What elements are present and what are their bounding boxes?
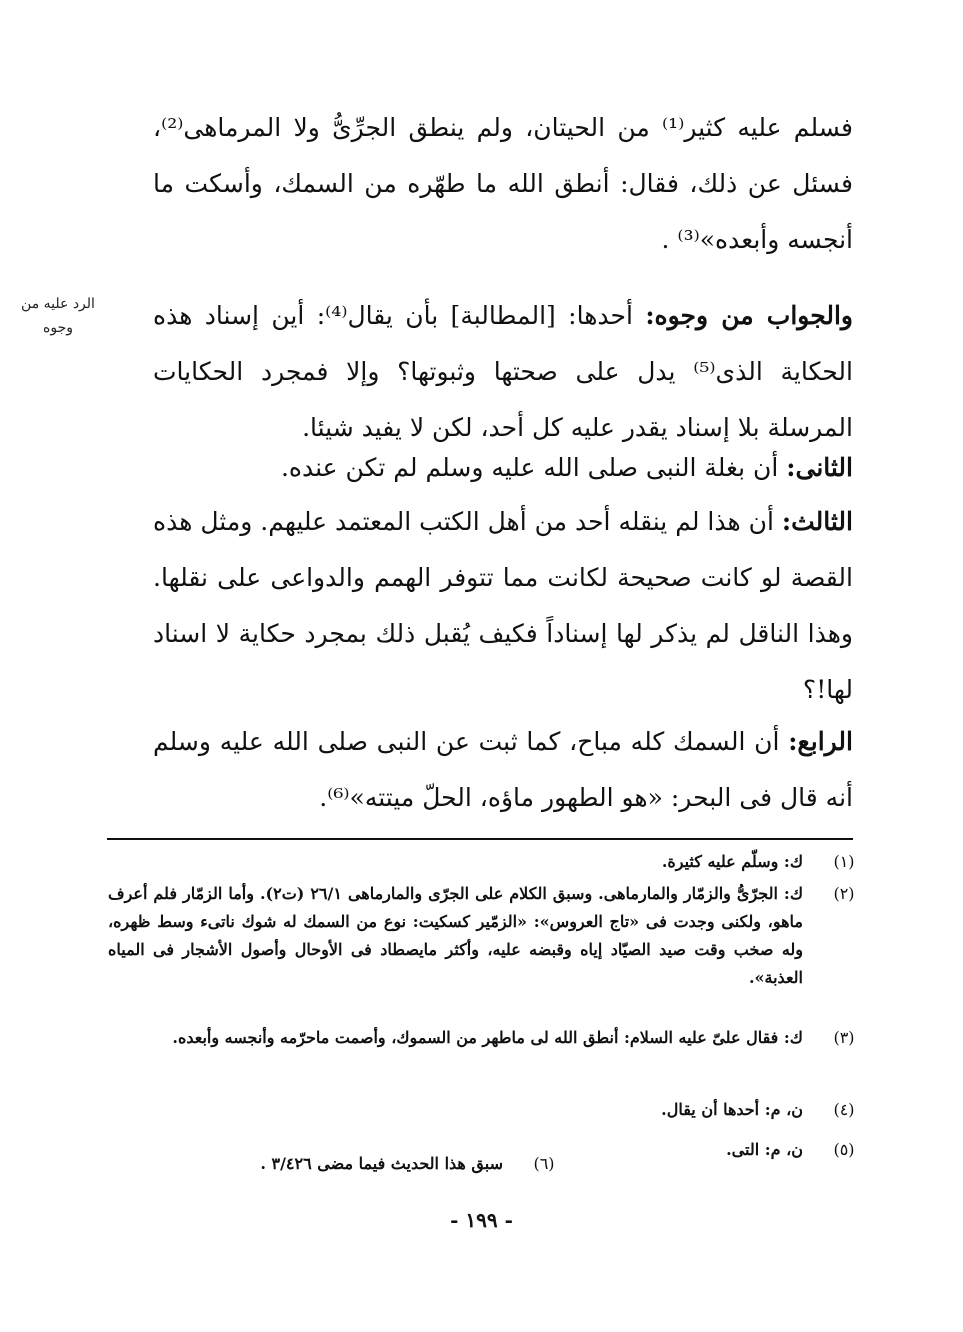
paragraph-5 <box>153 714 853 826</box>
body-text-3 <box>153 440 853 496</box>
paragraph-2-text: أحدها: [المطالبة] بأن يقال⁽⁴⁾: أين إسناد هذه الحكاية الذى⁽⁵⁾ يدل على صحتها وثبوتها؟ وإلا فمجرد الحكايات المرسلة بلا إسناد يقدر عليه كل أحد، لكن لا يفيد شيئا. <box>153 301 853 442</box>
paragraph-4-text: أن هذا لم ينقله أحد من أهل الكتب المعتمد عليهم. ومثل هذه القصة لو كانت صحيحة لكانت مما تتوفر الهمم والدواعى على نقلها. وهذا الناقل لم يذكر لها إسناداً فكيف يُقبل ذلك بمجرد حكاية لا اسناد لها!؟ <box>153 507 853 704</box>
paragraph-5-lead: الرابع: <box>788 727 853 756</box>
paragraph-3 <box>153 440 853 496</box>
footnote-text: ن، م: أحدها أن يقال. <box>661 1100 803 1119</box>
paragraph-4 <box>153 494 853 718</box>
footnote-text: ك: الجرّىُّ والزمّار والمارماهى. وسبق الكلام على الجرّى والمارماهى ٢٦/١ (ت٢). وأما الزمّار فلم أعرف ماهو، ولكنى وجدت فى «تاج العروس»: «الزمّير كسكيت: نوع من السمك له شوك ناتىء وسط ظهره، وله صخب وقت صيد الصيّاد إياه وقبضه عليه، وأكثر مايصطاد فى الأوحال وأصول الأشجار فى المياه العذبة». <box>108 884 804 987</box>
footnote-divider <box>107 838 853 840</box>
footnote-text: ك: وسلّم عليه كثيرة. <box>661 852 803 871</box>
body-text-4 <box>153 494 853 718</box>
footnote-4 <box>108 1096 863 1124</box>
paragraph-3-lead: الثانى: <box>786 453 853 482</box>
body-text-5 <box>153 714 853 826</box>
footnote-2 <box>108 880 863 992</box>
footnote-text: ن، م: التى. <box>726 1140 803 1159</box>
paragraph-1: فسلم عليه كثير⁽¹⁾ من الحيتان، ولم ينطق الجرِّىُّ ولا المرماهى⁽²⁾، فسئل عن ذلك، فقال: أنطق الله ما طهّره من السمك، وأسكت ما أنجسه وأبعده»⁽³⁾ . <box>153 113 853 254</box>
footnote-number: (٦) <box>533 1154 555 1173</box>
paragraph-2 <box>153 288 853 456</box>
footnote-text: سبق هذا الحديث فيما مضى ٣/٤٢٦ . <box>260 1154 503 1173</box>
footnote-3 <box>108 1024 863 1052</box>
margin-note: الرد عليه من وجوه <box>21 296 95 336</box>
paragraph-3-text: أن بغلة النبى صلى الله عليه وسلم لم تكن عنده. <box>280 453 787 482</box>
paragraph-2-lead: والجواب من وجوه: <box>645 301 853 330</box>
footnote-number: (٣) <box>833 1028 855 1047</box>
paragraph-5-text: أن السمك كله مباح، كما ثبت عن النبى صلى الله عليه وسلم أنه قال فى البحر: «هو الطهور ماؤه، الحلّ ميتته»⁽⁶⁾. <box>153 727 853 812</box>
body-text <box>153 100 853 268</box>
footnote-text: ك: فقال علىّ عليه السلام: أنطق الله لى ماطهر من السموك، وأصمت ماحرّمه وأنجسه وأبعده. <box>172 1028 803 1047</box>
footnote-number: (٥) <box>833 1140 855 1159</box>
footnote-number: (٢) <box>833 884 855 903</box>
page-number: - ١٩٩ - <box>450 1208 513 1232</box>
body-text-2 <box>153 288 853 456</box>
footnote-number: (١) <box>833 852 855 871</box>
footnote-6 <box>143 1150 563 1178</box>
footnote-1 <box>108 848 863 876</box>
paragraph-4-lead: الثالث: <box>781 507 853 536</box>
footnote-number: (٤) <box>833 1100 855 1119</box>
